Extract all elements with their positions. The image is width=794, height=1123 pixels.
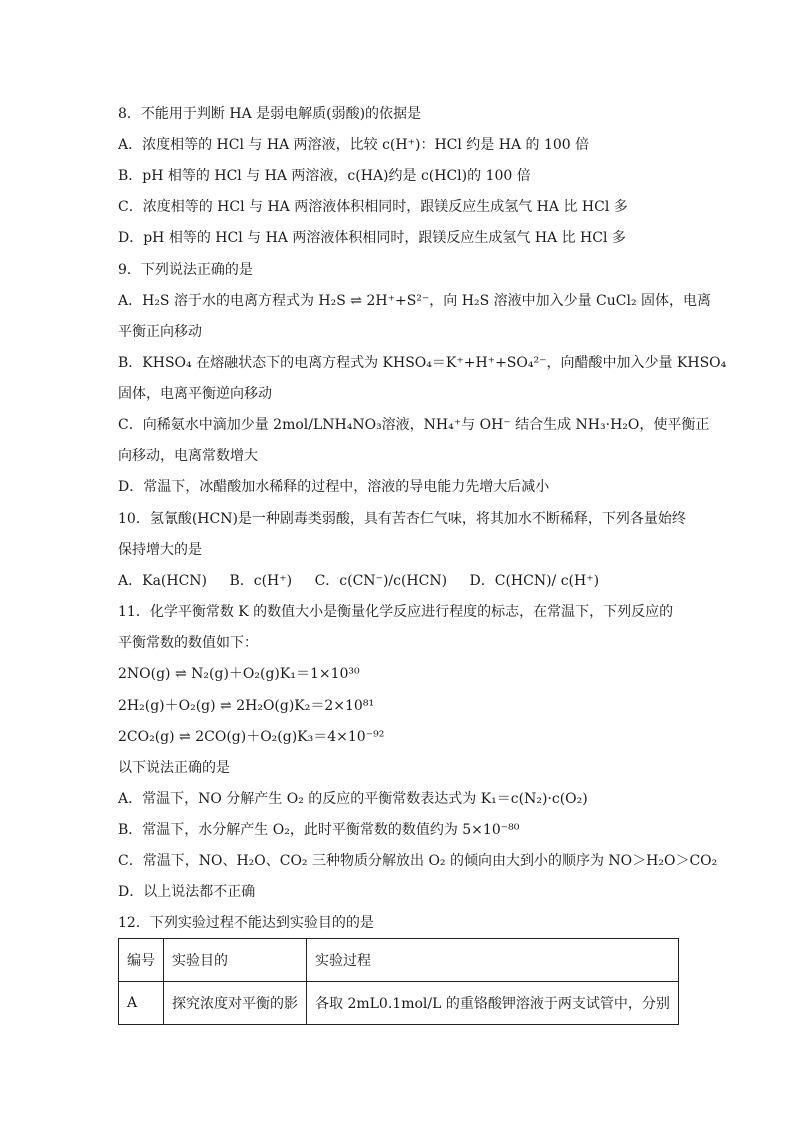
header-number: 编号: [119, 939, 164, 982]
q10-option-c: C．c(CN⁻)/c(HCN): [314, 573, 448, 589]
q9-stem: 9．下列说法正确的是: [118, 262, 253, 278]
q8-stem: 8．不能用于判断 HA 是弱电解质(弱酸)的依据是: [118, 106, 422, 122]
q12-stem: 12．下列实验过程不能达到实验目的的是: [118, 915, 374, 931]
q9-option-b-line2: 固体，电离平衡逆向移动: [118, 386, 272, 402]
q9-option-d: D．常温下，冰醋酸加水稀释的过程中，溶液的导电能力先增大后减小: [118, 479, 550, 495]
q11-reaction-2: 2H₂(g)＋O₂(g) ⇌ 2H₂O(g)K₂＝2×10⁸¹: [118, 698, 375, 714]
q11-option-a: A．常温下，NO 分解产生 O₂ 的反应的平衡常数表达式为 K₁＝c(N₂)·c(O₂): [118, 791, 588, 807]
row-procedure: 各取 2mL0.1mol/L 的重铬酸钾溶液于两支试管中，分别: [307, 982, 679, 1025]
q11-reaction-3: 2CO₂(g) ⇌ 2CO(g)＋O₂(g)K₃＝4×10⁻⁹²: [118, 729, 385, 745]
q11-lead: 以下说法正确的是: [118, 760, 230, 776]
q8-option-a: A．浓度相等的 HCl 与 HA 两溶液，比较 c(H⁺)：HCl 约是 HA 的 100 倍: [118, 137, 590, 153]
row-number: A: [119, 982, 164, 1025]
q9-option-a-line2: 平衡正向移动: [118, 324, 202, 340]
q10-option-d: D．C(HCN)/ c(H⁺): [469, 573, 600, 589]
q9-option-a-line1: A．H₂S 溶于水的电离方程式为 H₂S ⇌ 2H⁺+S²⁻，向 H₂S 溶液中加入少量 CuCl₂ 固体，电离: [118, 293, 712, 309]
q10-option-a: A．Ka(HCN): [118, 573, 208, 589]
q11-stem-line1: 11．化学平衡常数 K 的数值大小是衡量化学反应进行程度的标志，在常温下，下列反应的: [118, 604, 674, 620]
q11-option-d: D．以上说法都不正确: [118, 884, 256, 900]
q11-reaction-1: 2NO(g) ⇌ N₂(g)＋O₂(g)K₁＝1×10³⁰: [118, 666, 360, 682]
header-purpose: 实验目的: [164, 939, 307, 982]
experiment-table: [118, 938, 679, 1025]
q10-stem-line2: 保持增大的是: [118, 542, 202, 558]
q10-options: [118, 571, 617, 591]
row-purpose: 探究浓度对平衡的影: [164, 982, 307, 1025]
q8-option-b: B．pH 相等的 HCl 与 HA 两溶液，c(HA)约是 c(HCl)的 100 倍: [118, 168, 531, 184]
q9-option-c-line1: C．向稀氨水中滴加少量 2mol/LNH₄NO₃溶液，NH₄⁺与 OH⁻ 结合生成 NH₃·H₂O，使平衡正: [118, 417, 710, 433]
q9-option-c-line2: 向移动，电离常数增大: [118, 448, 258, 464]
q8-option-c: C．浓度相等的 HCl 与 HA 两溶液体积相同时，跟镁反应生成氢气 HA 比 HCl 多: [118, 199, 628, 215]
q10-stem-line1: 10．氢氰酸(HCN)是一种剧毒类弱酸，具有苦杏仁气味，将其加水不断稀释，下列各量始终: [118, 511, 686, 527]
table-row: [119, 982, 679, 1025]
q11-option-c: C．常温下，NO、H₂O、CO₂ 三种物质分解放出 O₂ 的倾向由大到小的顺序为 NO＞H₂O＞CO₂: [118, 853, 718, 869]
header-procedure: 实验过程: [307, 939, 679, 982]
q10-option-b: B．c(H⁺): [229, 573, 293, 589]
q11-stem-line2: 平衡常数的数值如下：: [118, 635, 258, 651]
q8-option-d: D．pH 相等的 HCl 与 HA 两溶液体积相同时，跟镁反应生成氢气 HA 比 HCl 多: [118, 230, 626, 246]
q11-option-b: B．常温下，水分解产生 O₂，此时平衡常数的数值约为 5×10⁻⁸⁰: [118, 822, 520, 838]
q9-option-b-line1: B．KHSO₄ 在熔融状态下的电离方程式为 KHSO₄＝K⁺+H⁺+SO₄²⁻，向醋酸中加入少量 KHSO₄: [118, 355, 727, 371]
table-header-row: [119, 939, 679, 982]
